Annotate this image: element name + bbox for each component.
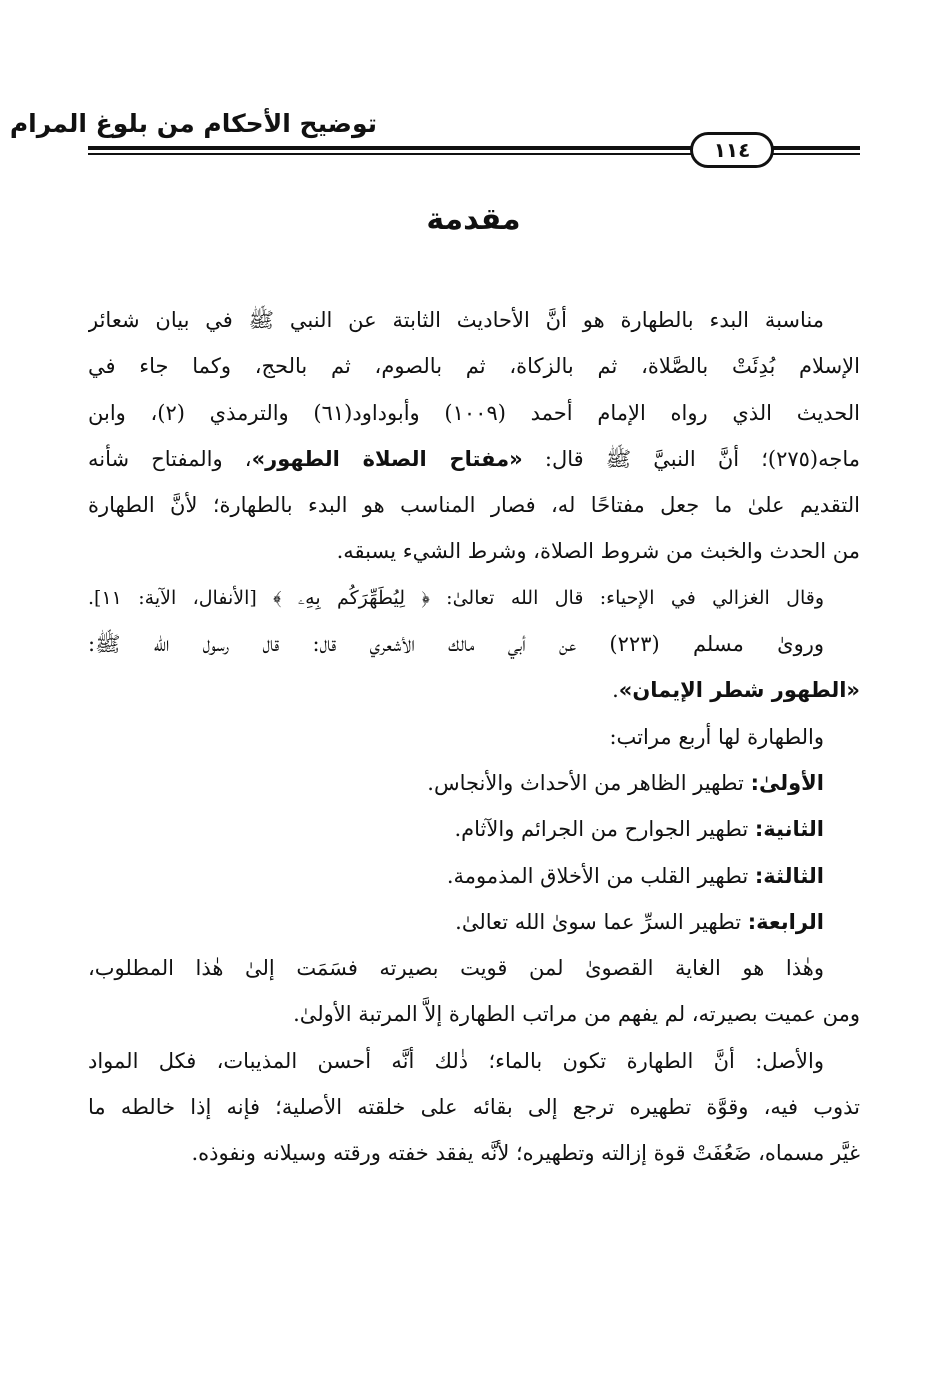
text-segment: ، والمفتاح شأنه	[88, 446, 252, 471]
text-line: وروىٰ مسلم (٢٢٣) عن أبي مالك الأشعري قال: قال رسول الله ﷺ:	[88, 632, 824, 657]
list-item-text: تطهير السرِّ عما سوىٰ الله تعالىٰ.	[455, 909, 742, 934]
text-line: وهٰذا هو الغاية القصوىٰ لمن قويت بصيرته فسَمَت إلىٰ هٰذا المطلوب،	[88, 956, 824, 981]
running-header-title: توضيح الأحكام من بلوغ المرام	[9, 109, 377, 138]
list-item-text: تطهير الظاهر من الأحداث والأنجاس.	[427, 770, 744, 795]
text-line: والأصل: أنَّ الطهارة تكون بالماء؛ ذٰلك أنَّه أحسن المذيبات، فكل المواد	[88, 1048, 824, 1073]
list-item-text: تطهير الجوارح من الجرائم والآثام.	[454, 817, 749, 842]
text-line: وقال الغزالي في الإحياء: قال الله تعالىٰ: ﴿ لِيُطَهِّرَكُم بِهِۦ ﴾ [الأنفال، الآية: ١١].	[88, 586, 824, 609]
text-line: الحديث الذي رواه الإمام أحمد (١٠٠٩) وأبوداود(٦١) والترمذي (٢)، وابن	[88, 400, 860, 425]
list-item-label: الثالثة:	[754, 863, 824, 888]
page-number: ١١٤	[690, 132, 774, 168]
header-rule-thick-right	[770, 146, 860, 150]
text-line: والطهارة لها أربع مراتب:	[609, 724, 824, 749]
text-line: ومن عميت بصيرته، لم يفهم من مراتب الطهارة إلاَّ المرتبة الأولىٰ.	[293, 1002, 860, 1027]
text-line: غيَّر مسماه، ضَعُفَتْ قوة إزالته وتطهيره؛ لأنَّه يفقد خفته ورقته وسيلانه ونفوذه.	[191, 1141, 860, 1166]
text-line: مناسبة البدء بالطهارة هو أنَّ الأحاديث الثابتة عن النبي ﷺ في بيان شعائر	[88, 308, 824, 332]
text-segment: .	[612, 678, 619, 703]
list-item	[88, 853, 860, 899]
text-line: التقديم علىٰ ما جعل مفتاحًا له، فصار المناسب هو البدء بالطهارة؛ لأنَّ الطهارة	[88, 493, 860, 518]
hadith-quote: «الطهور شطر الإيمان»	[618, 678, 860, 703]
list-item-label: الرابعة:	[747, 909, 824, 934]
list-item	[88, 760, 860, 806]
list-item-label: الثانية:	[754, 817, 824, 842]
hadith-quote: «مفتاح الصلاة الطهور»	[251, 446, 523, 471]
text-line: من الحدث والخبث من شروط الصلاة، وشرط الشيء يسبقه.	[336, 539, 860, 564]
text-line: تذوب فيه، وقوَّة تطهيره ترجع إلى بقائه على خلقته الأصلية؛ فإنه إذا خالطه ما	[88, 1095, 860, 1120]
header-rule-thin	[88, 153, 694, 155]
text-segment: ماجه(٢٧٥)؛ أنَّ النبيَّ ﷺ قال:	[544, 446, 860, 471]
header-rule-thin-right	[770, 153, 860, 155]
section-title: مقدمة	[426, 202, 521, 237]
list-item	[88, 899, 860, 945]
list-item-text: تطهير القلب من الأخلاق المذمومة.	[446, 863, 749, 888]
list-item-label: الأولىٰ:	[750, 770, 824, 795]
text-line: الإسلام بُدِئَتْ بالصَّلاة، ثم بالزكاة، ثم بالصوم، ثم بالحج، وكما جاء في	[88, 354, 860, 379]
text-line	[88, 436, 860, 482]
list-item	[88, 806, 860, 852]
header-rule-thick	[88, 146, 694, 150]
text-line	[88, 667, 860, 713]
body-text	[88, 297, 860, 1177]
